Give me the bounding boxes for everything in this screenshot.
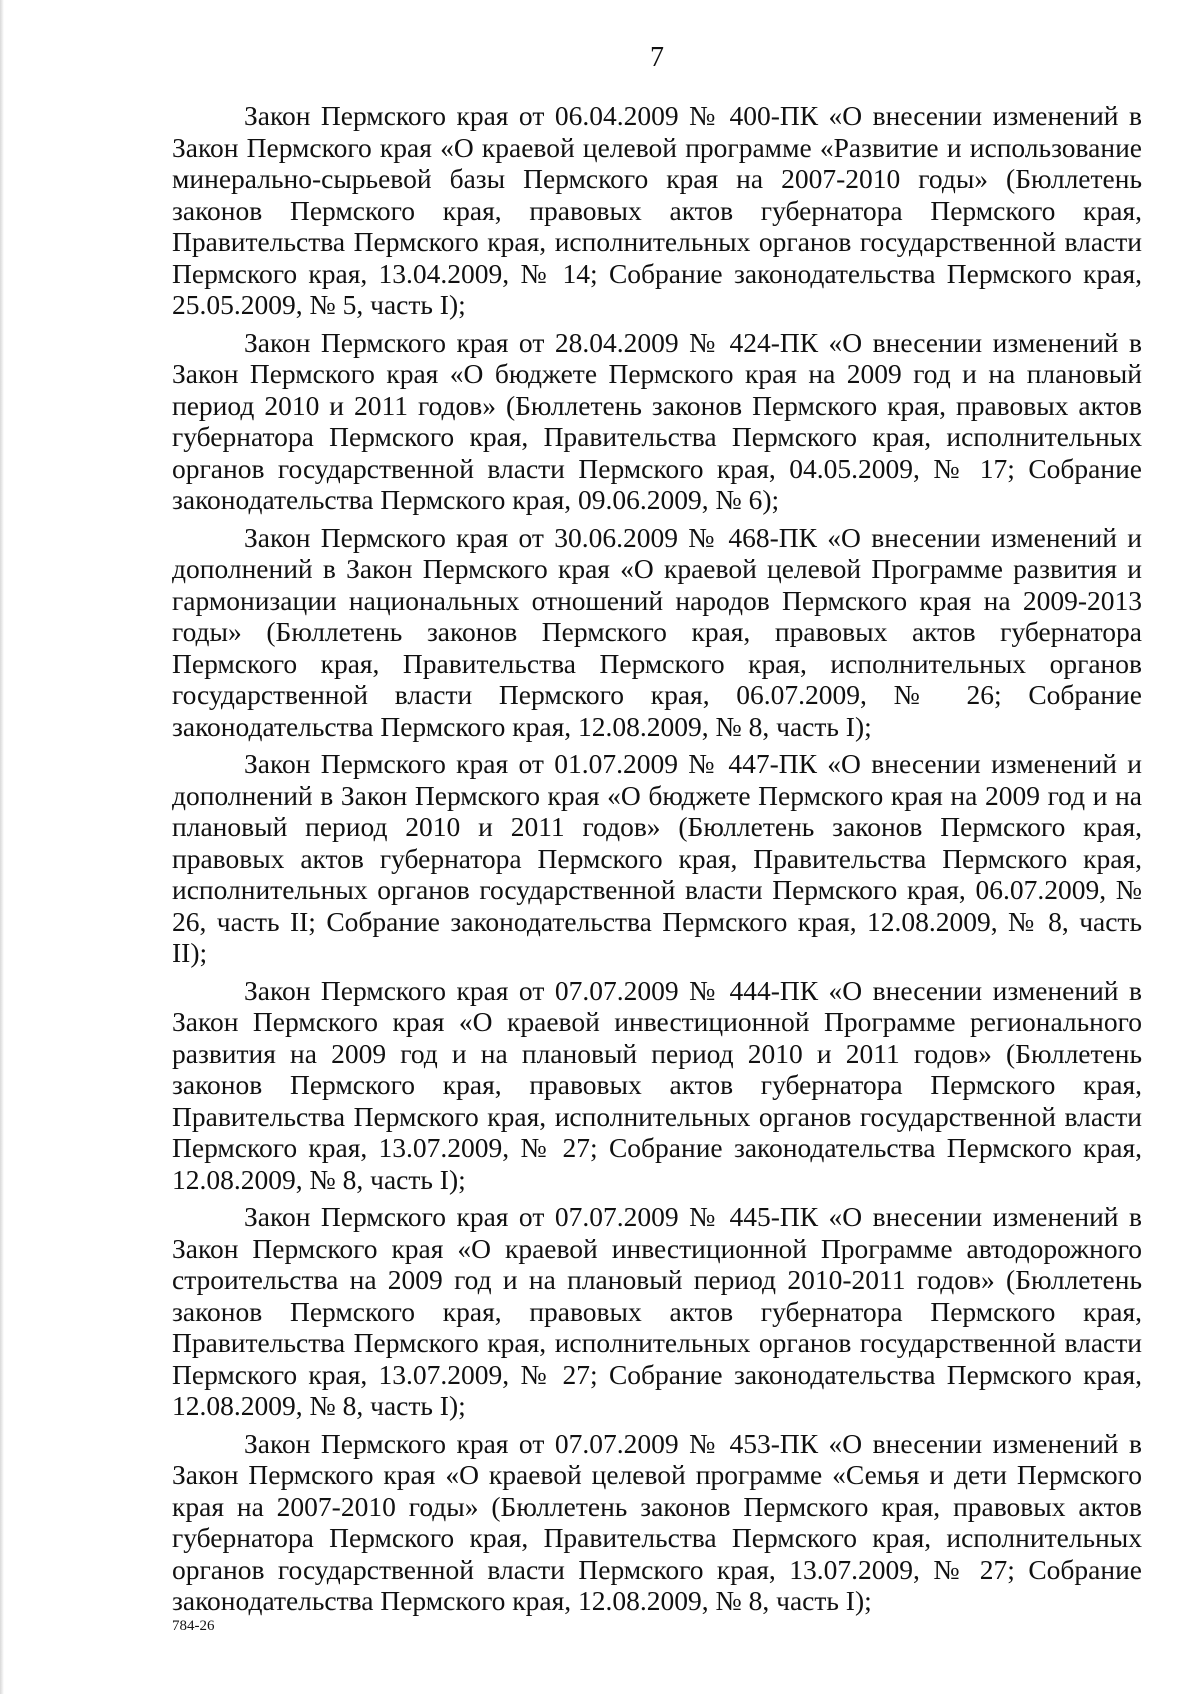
law-entry-445-pk: Закон Пермского края от 07.07.2009 № 445-ПК «О внесении изменений в Закон Пермского края «О краевой инвестиционной Программе автодорожного строительства на 2009 год и на плановый период 2010-2011 годов» (Бюллетень законов Пермского края, правовых актов губернатора Пермского края, Правительства Пермского края, исполнительных органов государственной власти Пермского края, 13.07.2009, № 27; Собрание законодательства Пермского края, 12.08.2009, № 8, часть I); <box>172 1201 1142 1421</box>
law-entry-424-pk: Закон Пермского края от 28.04.2009 № 424-ПК «О внесении изменений в Закон Пермского края «О бюджете Пермского края на 2009 год и на плановый период 2010 и 2011 годов» (Бюллетень законов Пермского края, правовых актов губернатора Пермского края, Правительства Пермского края, исполнительных органов государственной власти Пермского края, 04.05.2009, № 17; Собрание законодательства Пермского края, 09.06.2009, № 6); <box>172 326 1142 515</box>
scan-edge-shadow <box>0 0 4 1694</box>
law-entry-468-pk: Закон Пермского края от 30.06.2009 № 468-ПК «О внесении изменений и дополнений в Закон Пермского края «О краевой целевой Программе развития и гармонизации национальных отношений народов Пермского края на 2009-2013 годы» (Бюллетень законов Пермского края, правовых актов губернатора Пермского края, Правительства Пермского края, исполнительных органов государственной власти Пермского края, 06.07.2009, № 26; Собрание законодательства Пермского края, 12.08.2009, № 8, часть I); <box>172 521 1142 742</box>
law-entry-400-pk: Закон Пермского края от 06.04.2009 № 400-ПК «О внесении изменений в Закон Пермского края «О краевой целевой программе «Развитие и использование минерально-сырьевой базы Пермского края на 2007-2010 годы» (Бюллетень законов Пермского края, правовых актов губернатора Пермского края, Правительства Пермского края, исполнительных органов государственной власти Пермского края, 13.04.2009, № 14; Собрание законодательства Пермского края, 25.05.2009, № 5, часть I); <box>172 100 1142 320</box>
page-number: 7 <box>650 42 664 73</box>
document-body <box>172 100 1142 1623</box>
law-entry-444-pk: Закон Пермского края от 07.07.2009 № 444-ПК «О внесении изменений в Закон Пермского края «О краевой инвестиционной Программе регионального развития на 2009 год и на плановый период 2010 и 2011 годов» (Бюллетень законов Пермского края, правовых актов губернатора Пермского края, Правительства Пермского края, исполнительных органов государственной власти Пермского края, 13.07.2009, № 27; Собрание законодательства Пермского края, 12.08.2009, № 8, часть I); <box>172 974 1142 1195</box>
footer-document-code: 784-26 <box>172 1618 215 1634</box>
law-entry-453-pk: Закон Пермского края от 07.07.2009 № 453-ПК «О внесении изменений в Закон Пермского края «О краевой целевой программе «Семья и дети Пермского края на 2007-2010 годы» (Бюллетень законов Пермского края, правовых актов губернатора Пермского края, Правительства Пермского края, исполнительных органов государственной власти Пермского края, 13.07.2009, № 27; Собрание законодательства Пермского края, 12.08.2009, № 8, часть I); <box>172 1427 1142 1616</box>
law-entry-447-pk: Закон Пермского края от 01.07.2009 № 447-ПК «О внесении изменений и дополнений в Закон Пермского края «О бюджете Пермского края на 2009 год и на плановый период 2010 и 2011 годов» (Бюллетень законов Пермского края, правовых актов губернатора Пермского края, Правительства Пермского края, исполнительных органов государственной власти Пермского края, 06.07.2009, № 26, часть II; Собрание законодательства Пермского края, 12.08.2009, № 8, часть II); <box>172 748 1142 968</box>
